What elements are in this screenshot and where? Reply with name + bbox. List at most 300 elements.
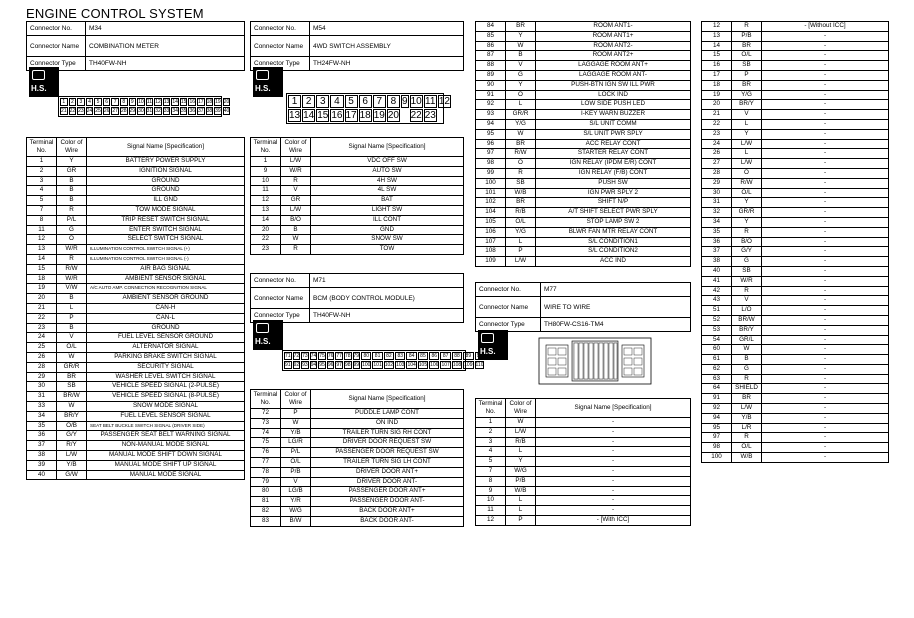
signal-cell: MANUAL MODE SIGNAL (87, 470, 245, 480)
pin-cell: 89 (463, 352, 473, 360)
terminal-cell: 40 (702, 266, 732, 276)
terminal-cell: 23 (27, 323, 57, 333)
terminal-cell: 26 (27, 352, 57, 362)
color-cell: Y (732, 198, 762, 208)
terminal-cell: 7 (476, 466, 506, 476)
color-cell: O/L (281, 457, 311, 467)
color-cell: R (732, 374, 762, 384)
terminal-cell: 36 (702, 237, 732, 247)
color-cell: W/R (281, 166, 311, 176)
terminal-cell: 79 (251, 477, 281, 487)
signal-cell: GROUND (87, 176, 245, 186)
table-row (251, 506, 464, 516)
color-cell: L (506, 506, 536, 516)
signal-cell: - (762, 90, 889, 100)
table-row (476, 198, 691, 208)
pin-cell: 1 (288, 95, 301, 108)
terminal-cell: 37 (702, 247, 732, 257)
pin-cell: 4 (330, 95, 343, 108)
table-row (27, 362, 245, 372)
table-row (702, 257, 889, 267)
pin-cell: 72 (293, 353, 300, 359)
signal-cell: IGN PWR SPLY 2 (536, 188, 691, 198)
color-cell: Y (732, 217, 762, 227)
table-row (702, 247, 889, 257)
signal-cell: SECURITY SIGNAL (87, 362, 245, 372)
pin-cell: 74 (310, 353, 317, 359)
pin-cell: 98 (344, 362, 351, 368)
pin-cell: 22 (69, 108, 76, 114)
color-cell: P (281, 409, 311, 419)
terminal-cell: 21 (702, 110, 732, 120)
pin-cell (401, 109, 409, 122)
terminal-cell: 35 (702, 227, 732, 237)
color-cell: V (281, 477, 311, 487)
signal-cell: - (762, 413, 889, 423)
terminal-cell: 95 (702, 423, 732, 433)
terminal-table-m77-cont (701, 21, 889, 463)
pin-cell: 11 (146, 99, 152, 105)
color-cell: GR/R (57, 362, 87, 372)
color-cell: W (281, 235, 311, 245)
color-cell: B/W (281, 516, 311, 526)
color-cell: P (57, 313, 87, 323)
table-row (702, 384, 889, 394)
terminal-cell: 26 (702, 149, 732, 159)
signal-cell: - (762, 178, 889, 188)
terminal-cell: 77 (251, 457, 281, 467)
table-row (476, 418, 691, 428)
terminal-cell: 28 (27, 362, 57, 372)
terminal-cell: 87 (476, 51, 506, 61)
signal-cell: AMBIENT SENSOR SIGNAL (87, 274, 245, 284)
table-row (702, 335, 889, 345)
terminal-cell: 14 (251, 215, 281, 225)
pin-cell: 12 (155, 99, 161, 105)
terminal-cell: 1 (476, 418, 506, 428)
signal-cell: LIGHT SW (311, 205, 464, 215)
table-row (476, 227, 691, 237)
color-cell: L/W (732, 139, 762, 149)
color-cell: W/G (506, 466, 536, 476)
connector-info-m34: Connector No. M34 Connector Name COMBINATION METER Connector Type TH40FW-NH (26, 21, 245, 71)
table-row (27, 303, 245, 313)
table-row (702, 61, 889, 71)
signal-cell: AUTO SW (311, 166, 464, 176)
terminal-cell: 33 (27, 401, 57, 411)
pin-cell: 4 (86, 98, 94, 106)
color-cell: R/W (732, 178, 762, 188)
table-row (702, 306, 889, 316)
color-cell: W/R (732, 276, 762, 286)
terminal-table-m71-cont (475, 21, 691, 267)
pin-cell: 36 (189, 108, 195, 114)
terminal-cell: 1 (27, 157, 57, 167)
color-cell: BR/Y (57, 411, 87, 421)
terminal-cell: 13 (702, 31, 732, 41)
color-cell: G/Y (57, 431, 87, 441)
terminal-cell: 19 (702, 90, 732, 100)
terminal-cell: 25 (27, 343, 57, 353)
hs-icon: H.S. (253, 67, 283, 97)
terminal-cell: 32 (702, 208, 732, 218)
terminal-cell: 15 (702, 51, 732, 61)
table-row (702, 198, 889, 208)
color-cell: L (506, 237, 536, 247)
terminal-cell: 3 (27, 176, 57, 186)
table-row (27, 411, 245, 421)
terminal-cell: 101 (476, 188, 506, 198)
signal-cell: - (762, 384, 889, 394)
terminal-cell: 11 (27, 225, 57, 235)
signal-cell: TRIP RESET SWITCH SIGNAL (87, 215, 245, 225)
table-row (476, 237, 691, 247)
connector-info-m77: Connector No. M77 Connector Name WIRE TO WIRE Connector Type TH80FW-CS16-TM4 (475, 282, 691, 332)
table-row (702, 119, 889, 129)
table-row (702, 217, 889, 227)
signal-cell: PASSENGER DOOR ANT+ (311, 487, 464, 497)
table-row (702, 423, 889, 433)
color-cell: SB (57, 382, 87, 392)
signal-cell: TRAILER TURN SIG RH CONT (311, 428, 464, 438)
table-row (476, 159, 691, 169)
terminal-cell: 96 (476, 139, 506, 149)
signal-cell: BLWR FAN MTR RELAY CONT (536, 227, 691, 237)
table-row (702, 70, 889, 80)
signal-cell: - (762, 110, 889, 120)
signal-cell: GROUND (87, 186, 245, 196)
terminal-cell: 2 (27, 166, 57, 176)
terminal-cell: 92 (476, 100, 506, 110)
signal-cell: BACK DOOR ANT- (311, 516, 464, 526)
table-row (27, 431, 245, 441)
color-cell: R/B (506, 208, 536, 218)
terminal-cell: 93 (476, 110, 506, 120)
pin-cell: 21 (61, 108, 67, 114)
color-cell: R/W (506, 149, 536, 159)
terminal-cell: 20 (27, 294, 57, 304)
signal-cell: BATTERY POWER SUPPLY (87, 157, 245, 167)
pin-cell: 75 (319, 353, 325, 359)
table-row (702, 286, 889, 296)
table-row (702, 413, 889, 423)
color-cell: G (732, 364, 762, 374)
color-cell: L/W (281, 157, 311, 167)
terminal-cell: 4 (476, 447, 506, 457)
table-row (476, 129, 691, 139)
terminal-cell: 94 (702, 413, 732, 423)
table-row (251, 457, 464, 467)
color-cell: L/R (732, 423, 762, 433)
pin-cell: 5 (345, 95, 358, 108)
table-row (702, 364, 889, 374)
table-row (702, 443, 889, 453)
connector-face-m54 (286, 93, 450, 124)
table-row (702, 139, 889, 149)
pin-cell: 106 (430, 362, 439, 368)
terminal-cell: 12 (702, 22, 732, 32)
terminal-cell: 34 (702, 217, 732, 227)
signal-cell: - (762, 433, 889, 443)
terminal-cell: 12 (251, 196, 281, 206)
table-row (476, 457, 691, 467)
table-row (27, 245, 245, 255)
color-cell: O/L (57, 343, 87, 353)
terminal-cell: 34 (27, 411, 57, 421)
signal-cell: ROOM ANT2+ (536, 51, 691, 61)
table-row (476, 208, 691, 218)
color-cell: L (506, 447, 536, 457)
table-row (476, 466, 691, 476)
signal-cell: - (762, 100, 889, 110)
pin-cell: 24 (86, 108, 93, 114)
pin-cell: 20 (387, 110, 399, 121)
signal-cell: LOW SIDE PUSH LED (536, 100, 691, 110)
signal-cell: - (762, 41, 889, 51)
color-cell: Y (506, 31, 536, 41)
pin-cell: 13 (163, 99, 170, 105)
pin-cell: 6 (359, 95, 372, 108)
table-row (702, 100, 889, 110)
terminal-cell: 3 (476, 437, 506, 447)
terminal-cell: 19 (27, 284, 57, 294)
color-cell: R/Y (57, 441, 87, 451)
table-row (27, 264, 245, 274)
table-row (251, 196, 464, 206)
terminal-cell: 11 (476, 506, 506, 516)
table-row (27, 313, 245, 323)
color-cell: BR (506, 22, 536, 32)
pin-cell: 17 (198, 99, 204, 105)
color-cell: L/W (732, 159, 762, 169)
pin-cell: 99 (353, 362, 360, 368)
pin-cell: 18 (206, 99, 213, 105)
table-row (476, 80, 691, 90)
table-row (702, 90, 889, 100)
table-row (27, 323, 245, 333)
pin-cell: 109 (464, 362, 473, 368)
pin-cell: 78 (344, 353, 351, 359)
signal-cell: - (762, 423, 889, 433)
terminal-cell: 99 (476, 168, 506, 178)
table-row (702, 453, 889, 463)
table-row (702, 227, 889, 237)
color-cell: L/W (506, 427, 536, 437)
signal-cell: TRAILER TURN SIG LH CONT (311, 457, 464, 467)
color-cell: L/W (506, 257, 536, 267)
table-row (702, 129, 889, 139)
pin-cell: 19 (215, 99, 221, 105)
signal-cell: CAN-L (87, 313, 245, 323)
pin-cell: 77 (336, 353, 342, 359)
signal-cell: LOCK IND (536, 90, 691, 100)
table-row (27, 186, 245, 196)
terminal-cell: 80 (251, 487, 281, 497)
terminal-cell: 24 (27, 333, 57, 343)
signal-cell: FUEL LEVEL SENSOR GROUND (87, 333, 245, 343)
pin-cell: 88 (452, 352, 462, 360)
terminal-cell: 109 (476, 257, 506, 267)
signal-cell: - (762, 208, 889, 218)
signal-cell: - (762, 227, 889, 237)
pin-cell (438, 109, 451, 122)
terminal-cell: 60 (702, 345, 732, 355)
color-cell: B (506, 51, 536, 61)
signal-cell: PASSENGER SEAT BELT WARNING SIGNAL (87, 431, 245, 441)
signal-cell: - (762, 129, 889, 139)
terminal-cell: 24 (702, 139, 732, 149)
table-row (27, 333, 245, 343)
terminal-cell: 41 (702, 276, 732, 286)
terminal-cell: 5 (476, 457, 506, 467)
table-row (476, 447, 691, 457)
terminal-cell: 16 (702, 61, 732, 71)
pin-cell: 35 (180, 108, 187, 114)
pin-cell: 76 (327, 353, 334, 359)
table-row (702, 325, 889, 335)
signal-cell: VDC OFF SW (311, 157, 464, 167)
signal-cell: NON-MANUAL MODE SIGNAL (87, 441, 245, 451)
color-cell: W/G (281, 506, 311, 516)
signal-cell: - (536, 496, 691, 506)
signal-cell: S/L CONDITION1 (536, 237, 691, 247)
color-cell: W (506, 41, 536, 51)
table-row (251, 448, 464, 458)
pin-cell: 105 (418, 362, 428, 368)
signal-cell: - (762, 266, 889, 276)
table-row (702, 168, 889, 178)
signal-cell: - (762, 296, 889, 306)
color-cell: W (506, 129, 536, 139)
signal-cell: AMBIENT SENSOR GROUND (87, 294, 245, 304)
terminal-cell: 9 (476, 486, 506, 496)
signal-cell: CAN-H (87, 303, 245, 313)
terminal-cell: 38 (27, 450, 57, 460)
terminal-cell: 17 (702, 70, 732, 80)
table-row (476, 257, 691, 267)
pin-cell: 91 (285, 362, 291, 368)
color-cell: O/L (732, 51, 762, 61)
terminal-cell: 28 (702, 168, 732, 178)
table-row (476, 506, 691, 516)
signal-cell: DRIVER DOOR REQUEST SW (311, 438, 464, 448)
color-cell: W (506, 418, 536, 428)
terminal-table-m71: Terminal No. Color of Wire Signal Name [Specification] 72 P PUDDLE LAMP CONT 73 W ON IND 74 Y/B TRAILER TURN SIG RH CONT 75 LG/R DRIVER DOOR REQUEST SW 76 P/L PASSENGER DOOR REQUEST SW 77 O/L TRAILER TURN SIG LH CONT 78 P/B DRIVER DOOR ANT+ 79 V DRIVER DOOR ANT- 80 LG/B PASSENGER DOOR ANT+ 81 Y/R PASSENGER DOOR ANT- 82 W/G BACK DOOR ANT+ 83 B/W BACK DOOR ANT- (250, 389, 464, 527)
pin-cell: 95 (319, 362, 325, 368)
pin-cell: 1 (60, 98, 68, 106)
color-cell: O/L (506, 217, 536, 227)
terminal-cell: 14 (27, 254, 57, 264)
table-row (251, 516, 464, 526)
terminal-cell: 86 (476, 41, 506, 51)
terminal-cell: 18 (702, 80, 732, 90)
signal-cell: PUDDLE LAMP CONT (311, 409, 464, 419)
color-cell: SHIELD (732, 384, 762, 394)
color-cell: P/B (281, 467, 311, 477)
signal-cell: - (536, 476, 691, 486)
table-row (476, 496, 691, 506)
terminal-cell: 51 (702, 306, 732, 316)
terminal-cell: 53 (702, 325, 732, 335)
table-row (702, 355, 889, 365)
signal-cell: DRIVER DOOR ANT- (311, 477, 464, 487)
table-row (27, 460, 245, 470)
signal-cell: ROOM ANT2- (536, 41, 691, 51)
pin-cell: 97 (336, 362, 342, 368)
signal-cell: - (762, 443, 889, 453)
color-cell: P/L (281, 448, 311, 458)
signal-cell: PUSH-BTN IGN SW ILL PWR (536, 80, 691, 90)
signal-cell: - (536, 506, 691, 516)
color-cell: R (732, 433, 762, 443)
table-row (27, 294, 245, 304)
signal-cell: - (762, 51, 889, 61)
terminal-cell: 85 (476, 31, 506, 41)
signal-cell: - (762, 286, 889, 296)
table-row (251, 497, 464, 507)
color-cell: BR (506, 139, 536, 149)
terminal-cell: 22 (27, 313, 57, 323)
table-row (702, 188, 889, 198)
pin-cell: 87 (440, 352, 450, 360)
signal-cell: TOW (311, 245, 464, 255)
pin-cell: 17 (345, 110, 357, 121)
terminal-cell: 30 (702, 188, 732, 198)
table-row (476, 168, 691, 178)
terminal-cell: 30 (27, 382, 57, 392)
signal-cell: - (762, 374, 889, 384)
signal-cell: - (536, 427, 691, 437)
pin-cell: 73 (302, 353, 308, 359)
pin-cell: 19 (373, 110, 385, 121)
color-cell: P (506, 515, 536, 525)
color-cell: Y (57, 157, 87, 167)
pin-cell: 34 (172, 108, 178, 114)
signal-cell: PUSH SW (536, 178, 691, 188)
signal-cell: DRIVER DOOR ANT+ (311, 467, 464, 477)
pin-cell: 3 (77, 98, 85, 106)
table-row (27, 166, 245, 176)
signal-cell: - [Without ICC] (762, 22, 889, 32)
terminal-cell: 97 (476, 149, 506, 159)
color-cell: SB (732, 61, 762, 71)
pin-cell: 26 (103, 108, 110, 114)
terminal-cell: 97 (702, 433, 732, 443)
terminal-cell: 107 (476, 237, 506, 247)
table-row (27, 157, 245, 167)
color-cell: O (732, 168, 762, 178)
terminal-cell: 4 (27, 186, 57, 196)
signal-cell: - (762, 61, 889, 71)
table-row (702, 345, 889, 355)
terminal-cell: 52 (702, 315, 732, 325)
terminal-cell: 76 (251, 448, 281, 458)
pin-cell: 71 (285, 353, 291, 359)
pin-cell: 104 (407, 362, 416, 368)
color-cell: W/R (57, 245, 87, 255)
terminal-cell: 18 (27, 274, 57, 284)
color-cell: W/B (506, 188, 536, 198)
terminal-cell: 63 (702, 374, 732, 384)
connector-face-m71 (282, 350, 484, 371)
color-cell: Y/G (732, 90, 762, 100)
table-row (251, 176, 464, 186)
signal-cell: - (762, 198, 889, 208)
table-row (27, 284, 245, 294)
table-row (27, 215, 245, 225)
table-row (476, 119, 691, 129)
signal-cell: SNOW MODE SIGNAL (87, 401, 245, 411)
